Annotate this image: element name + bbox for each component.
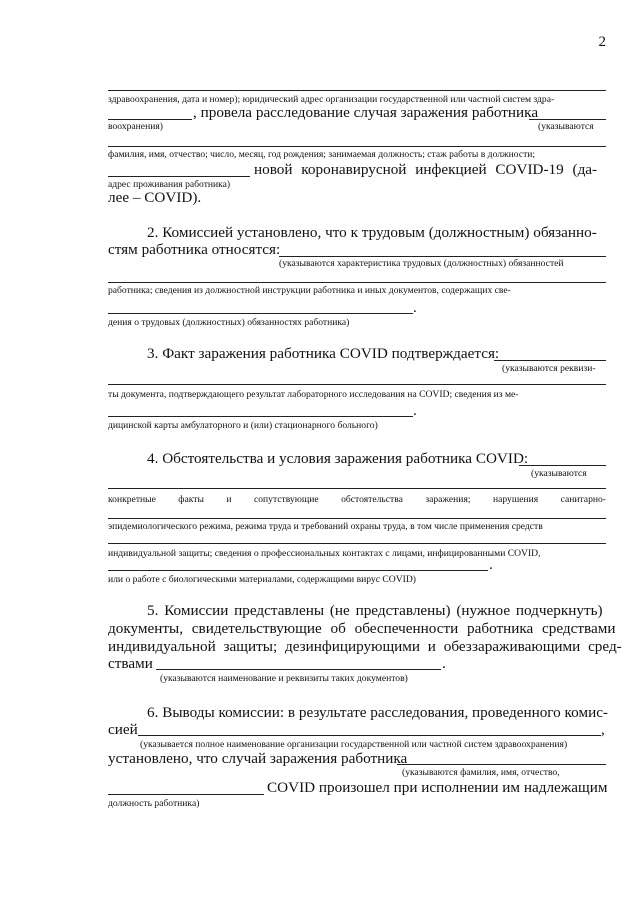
section-6-caption-1: (указывается полное наименование организации государственной или частной систем здравоохранения) bbox=[140, 739, 568, 750]
section-4-caption-5: или о работе с биологическими материалами, содержащими вирус COVID) bbox=[108, 574, 416, 585]
caption-word: конкретные bbox=[108, 494, 156, 505]
section-4-period: . bbox=[489, 556, 493, 573]
caption-word: санитарно- bbox=[560, 494, 606, 505]
fill-line bbox=[108, 543, 606, 544]
section-2-text: стям работника относятся: bbox=[108, 241, 281, 258]
text-line-2: , провела расследование случая заражения работника bbox=[193, 104, 539, 121]
section-4-caption-2 bbox=[108, 495, 606, 505]
fill-line bbox=[108, 313, 413, 314]
fill-line bbox=[494, 360, 606, 361]
fill-line bbox=[397, 764, 606, 765]
caption-line-1: здравоохранения, дата и номер); юридический адрес организации государственной или частной систем здра- bbox=[108, 94, 555, 105]
fill-line bbox=[108, 794, 264, 795]
caption-word: факты bbox=[178, 494, 204, 505]
section-2-heading: 2. Комиссией установлено, что к трудовым (должностным) обязанно- bbox=[147, 224, 597, 241]
fill-line bbox=[519, 465, 606, 466]
fill-line bbox=[108, 416, 413, 417]
section-2-caption-2: работника; сведения из должностной инструкции работника и иных документов, содержащих све- bbox=[108, 285, 511, 296]
section-5-line-3: индивидуальной защиты; дезинфицирующими и обеззараживающими сред- bbox=[108, 638, 622, 655]
section-4-caption-4: индивидуальной защиты; сведения о профессиональных контактах с лицами, инфицированными COVID, bbox=[108, 548, 541, 559]
page-number: 2 bbox=[598, 34, 606, 50]
caption-line-6: адрес проживания работника) bbox=[108, 179, 231, 190]
section-5-line-2: документы, свидетельствующие об обеспеченности работника средствами bbox=[108, 620, 616, 637]
section-3-caption-1: (указываются реквизи- bbox=[502, 363, 596, 374]
text-line-7: лее – COVID). bbox=[108, 189, 202, 206]
caption-word: обстоятельства bbox=[341, 494, 403, 505]
section-6-line-2: сией bbox=[108, 721, 138, 738]
caption-word: заражения; bbox=[425, 494, 471, 505]
fill-line bbox=[108, 176, 250, 177]
section-6-caption-2: (указываются фамилия, имя, отчество, bbox=[402, 767, 560, 778]
section-6-caption-3: должность работника) bbox=[108, 798, 200, 809]
fill-line bbox=[108, 119, 192, 120]
fill-line bbox=[108, 488, 606, 489]
section-5-line-4: ствами bbox=[108, 655, 153, 672]
fill-line bbox=[108, 518, 606, 519]
fill-line bbox=[529, 119, 606, 120]
section-6-line-1: 6. Выводы комиссии: в результате расследования, проведенного комис- bbox=[147, 704, 608, 721]
section-3-period: . bbox=[413, 402, 417, 419]
caption-word: нарушения bbox=[492, 494, 539, 505]
caption-word: сопутствующие bbox=[253, 494, 319, 505]
section-2-caption-3: дения о трудовых (должностных) обязанностях работника) bbox=[108, 317, 350, 328]
section-3-caption-2: ты документа, подтверждающего результат лабораторного исследования на COVID; сведения из ме- bbox=[108, 389, 519, 400]
section-4-caption-3: эпидемиологического режима, режима труда и требований охраны труда, в том числе применения средств bbox=[108, 521, 543, 532]
section-6-comma: , bbox=[601, 721, 605, 738]
caption-line-3b: (указываются bbox=[538, 121, 594, 132]
section-6-line-4: COVID произошел при исполнении им надлежащим bbox=[267, 779, 608, 796]
text-line-5: новой коронавирусной инфекцией COVID-19 (да- bbox=[254, 161, 598, 178]
fill-line bbox=[108, 146, 606, 147]
section-5-line-1: 5. Комиссии представлены (не представлены) (нужное подчеркнуть) bbox=[147, 602, 603, 619]
section-5-caption: (указываются наименование и реквизиты таких документов) bbox=[160, 673, 408, 684]
fill-line bbox=[108, 282, 606, 283]
section-4-heading: 4. Обстоятельства и условия заражения работника COVID: bbox=[147, 450, 529, 467]
fill-line bbox=[156, 669, 441, 670]
caption-line-4: фамилия, имя, отчество; число, месяц, год рождения; занимаемая должность; стаж работы в должности; bbox=[108, 149, 536, 160]
section-5-period: . bbox=[442, 655, 446, 672]
section-2-period: . bbox=[413, 299, 417, 316]
section-2-caption-1: (указываются характеристика трудовых (должностных) обязанностей bbox=[279, 258, 564, 269]
caption-line-3a: воохранения) bbox=[108, 121, 163, 132]
section-3-heading: 3. Факт заражения работника COVID подтверждается: bbox=[147, 345, 500, 362]
fill-line bbox=[138, 735, 601, 736]
fill-line bbox=[108, 384, 606, 385]
fill-line bbox=[279, 256, 606, 257]
section-3-caption-3: дицинской карты амбулаторного и (или) стационарного больного) bbox=[108, 420, 378, 431]
fill-line bbox=[108, 570, 488, 571]
section-6-line-3: установлено, что случай заражения работника bbox=[108, 750, 408, 767]
section-4-caption-1: (указываются bbox=[531, 468, 587, 479]
caption-word: и bbox=[226, 494, 232, 505]
fill-line bbox=[108, 90, 606, 91]
